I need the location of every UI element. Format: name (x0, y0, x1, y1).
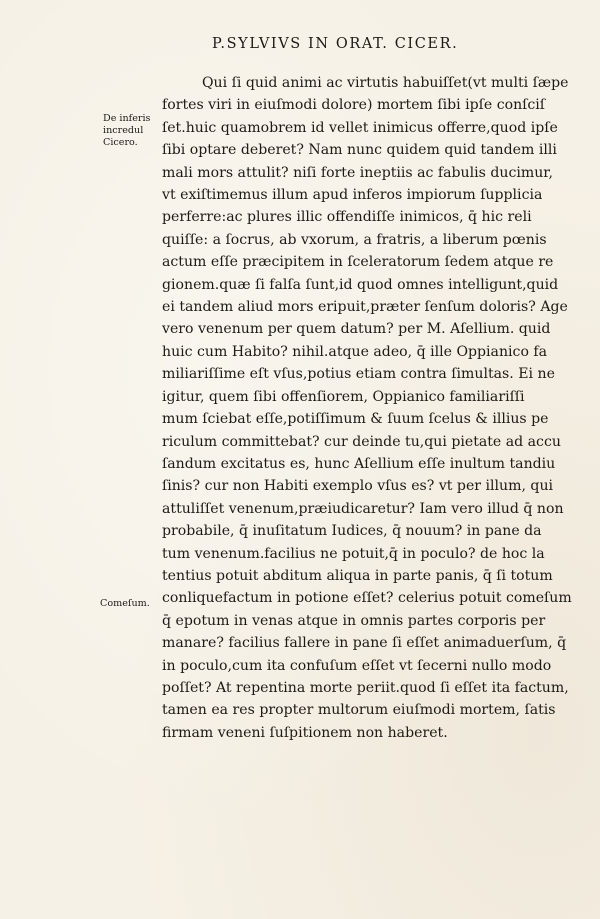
text-line: mum ſciebat eſſe,potiſſimum & ſuum ſcelus & illius pe (162, 411, 549, 428)
text-line: Qui ſi quid animi ac virtutis habuiſſet(vt multi ſæpe (202, 75, 569, 91)
text-line: vt exiſtimemus illum apud inferos impiorum ſupplicia (162, 187, 543, 204)
text-line: actum eſſe præcipitem in ſceleratorum ſedem atque re (162, 254, 554, 271)
text-line: in poculo,cum ita confuſum eſſet vt ſecerni nullo modo (162, 657, 552, 674)
text-line: conliquefactum in potione eſſet? celerius potuit comeſum (162, 590, 572, 607)
body-text (162, 72, 586, 744)
text-line: vero venenum per quem datum? per M. Aſellium. quid (162, 321, 551, 338)
margin-note-inferis (103, 113, 163, 149)
text-line: riculum committebat? cur deinde tu,qui pietate ad accu (162, 433, 561, 450)
text-line: attuliſſet venenum,præiudicaretur? Iam vero illud q̄ non (162, 500, 564, 517)
text-line: tamen ea res propter multorum eiuſmodi mortem, ſatis (162, 702, 556, 719)
text-line: ſet.huic quamobrem id vellet inimicus offerre,quod ipſe (162, 119, 558, 136)
text-line: miliariſſime eſt vſus,potius etiam contra ſimultas. Ei ne (162, 366, 555, 383)
text-line: quiſſe: a ſocrus, ab vxorum, a fratris, a liberum pœnis (162, 231, 547, 248)
text-line: igitur, quem ſibi offenſiorem, Oppianico familiariſſi (162, 388, 525, 405)
text-line: perferre:ac plures illic offendiſſe inimicos, q̄ hic reli (162, 209, 532, 226)
text-line: q̄ epotum in venas atque in omnis partes corporis per (162, 612, 546, 629)
margin-note-comesum: Comeſum. (100, 598, 150, 609)
text-line: tentius potuit abditum aliqua in parte panis, q̄ ſi totum (162, 567, 553, 584)
margin-note-line: Cicero. (103, 137, 138, 148)
text-line: fortes viri in eiuſmodi dolore) mortem ſibi ipſe conſciſ (162, 97, 545, 114)
text-line: ſibi optare deberet? Nam nunc quidem quid tandem illi (162, 142, 557, 159)
text-line: mali mors attulit? niſi forte ineptiis ac fabulis ducimur, (162, 164, 553, 181)
text-line: manare? facilius fallere in pane ſi eſſet animaduerſum, q̄ (162, 635, 567, 652)
text-line: probabile, q̄ inuſitatum Iudices, q̄ nouum? in pane da (162, 523, 542, 540)
margin-note-line: incredul (103, 125, 144, 136)
text-line: ei tandem aliud mors eripuit,præter ſenſum doloris? Age (162, 299, 568, 316)
text-line: firmam veneni ſuſpitionem non haberet. (162, 724, 448, 741)
text-line: tum venenum.facilius ne potuit,q̄ in poculo? de hoc la (162, 545, 545, 562)
margin-note-line: De inferis (103, 113, 151, 124)
text-line: ſinis? cur non Habiti exemplo vſus es? vt per illum, qui (162, 478, 554, 495)
text-line: gionem.quæ ſi falſa ſunt,id quod omnes intelligunt,quid (162, 276, 559, 293)
text-line: ſandum excitatus es, hunc Aſellium eſſe inultum tandiu (162, 455, 556, 472)
text-line: poſſet? At repentina morte periit.quod ſi eſſet ita factum, (162, 679, 569, 696)
text-line: huic cum Habito? nihil.atque adeo, q̄ ille Oppianico fa (162, 343, 548, 360)
running-header: P.SYLVIVS IN ORAT. CICER. (212, 36, 459, 52)
